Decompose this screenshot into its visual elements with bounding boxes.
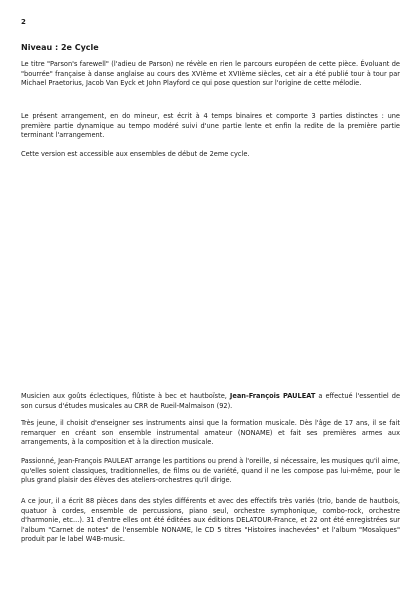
bio-paragraph-3: A ce jour, il a écrit 88 pièces dans des styles différents et avec des effectifs très variés (trio, bande de hautbois, quatuor à cordes, ensemble de percussions, piano seul, orchestre symphonique, combo-rock, orchestre d'harmonie, etc...). 31 d'entre elles ont été éditées aux éditions DELATOUR-France, et 22 ont été enregistrées sur l'album "Carnet de notes" de l'ensemble NONAME, le CD 5 titres "Histoires inachevées" et l'album "Mosaïques" produit par le label W4B-music. [21, 497, 400, 544]
page-number: 2 [21, 18, 26, 26]
bio-intro-after: a effectué l'essentiel de son cursus d'études musicales au CRR de Rueil-Malmaison (92). [21, 392, 401, 410]
bio-paragraph-2: Passionné, Jean-François PAULEAT arrange les partitions ou prend à l'oreille, si nécessaire, les musiques qu'il aime, qu'elles soient classiques, traditionnelles, de films ou de variété, quand il ne les compose pas lui-même, pour le plus grand plaisir des élèves des ateliers-orchestres qu'il dirige. [21, 457, 400, 485]
bio-intro-paragraph [21, 392, 400, 411]
description-paragraph-1: Le titre "Parson's farewell" (l'adieu de Parson) ne révèle en rien le parcours européen de cette pièce. Évoluant de "bourrée" française à danse anglaise au cours des XVIème et XVIIème siècles, cet air a été publié tour à tour par Michael Praetorius, Jacob Van Eyck et John Playford ce qui pose question sur l'origine de cette mélodie. [21, 60, 400, 88]
bio-paragraph-1: Très jeune, il choisit d'enseigner ses instruments ainsi que la formation musicale. Dès l'âge de 17 ans, il se fait remarquer en créant son ensemble instrumental amateur (NONAME) et fait ses premières armes aux arrangements, à la composition et à la direction musicale. [21, 419, 400, 447]
description-paragraph-3: Cette version est accessible aux ensembles de début de 2eme cycle. [21, 150, 250, 158]
level-heading: Niveau : 2e Cycle [21, 43, 99, 52]
description-paragraph-2: Le présent arrangement, en do mineur, est écrit à 4 temps binaires et comporte 3 parties distinctes : une première partie dynamique au tempo modéré suivi d'une partie lente et enfin la redite de la première partie terminant l'arrangement. [21, 112, 400, 140]
author-name: Jean-François PAULEAT [229, 392, 316, 400]
bio-intro-before: Musicien aux goûts éclectiques, flûtiste à bec et hautboïste, [21, 392, 230, 400]
